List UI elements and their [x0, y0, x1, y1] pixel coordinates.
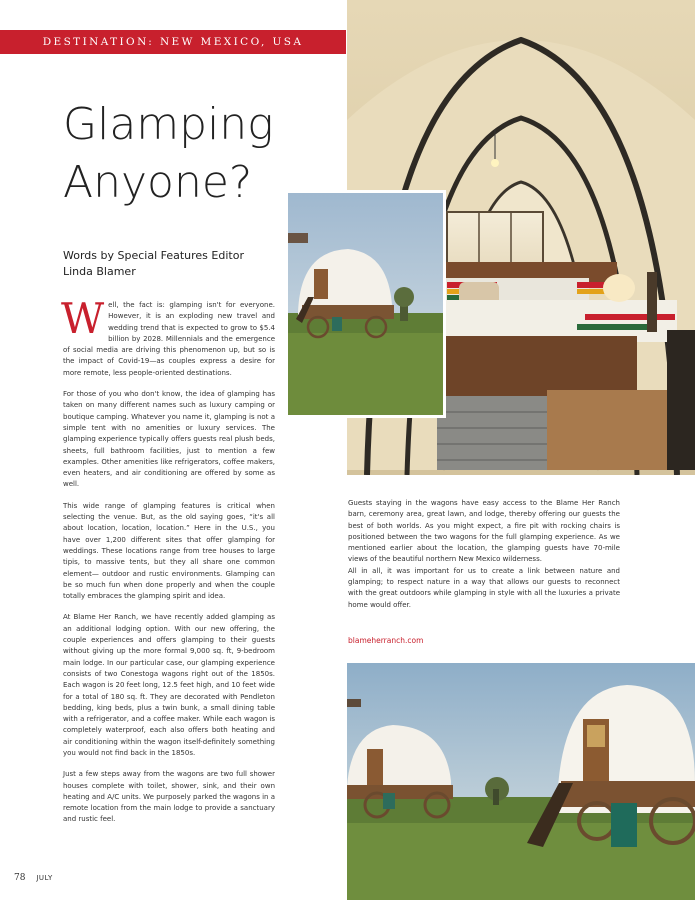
byline-author: Linda Blamer	[63, 265, 136, 278]
body-paragraph: All in all, it was important for us to create a link between nature and glamping; to respect nature in a way that allows our guests to reconnect with the great outdoors while glamping in style with all the luxuries a private home would offer.	[348, 566, 620, 609]
issue-month: JULY	[36, 874, 53, 882]
body-paragraph: This wide range of glamping features is critical when selecting the venue. But, as the old saying goes, “it's all about location, location, location.” Here in the U.S., you have over 1,200 different sites that offer glamping for weddings. These locations range from tree houses to large tipis, to massive tents, but they all share one common element— outdoor and rustic environments. Glamping can be so much fun when done properly and when the couple totally embraces the glamping spirit and idea.	[63, 501, 275, 601]
section-banner: DESTINATION: NEW MEXICO, USA	[0, 30, 346, 54]
page-footer	[14, 873, 53, 883]
body-paragraph	[61, 294, 275, 379]
body-paragraph: Just a few steps away from the wagons are two full shower houses complete with toilet, shower, sink, and their own heating and A/C units. We purposely parked the wagons in a remote location from the main lodge to provide a sanctuary and rustic feel.	[63, 770, 275, 824]
body-paragraph: At Blame Her Ranch, we have recently added glamping as an additional lodging option. With our new offering, the couple experiences and offers glamping to their guests without giving up the more formal 9,000 sq. ft, 9-bedroom main lodge. In our particular case, our glamping experience consists of two Conestoga wagons right out of the 1850s. Each wagon is 20 feet long, 12.5 feet high, and 10 feet wide for a total of 180 sq. ft. They are decorated with Pendleton bedding, king beds, plus a twin bunk, a small dining table with a refrigerator, and a coffee maker. While each wagon is completely waterproof, each also offers both heating and air conditioning within the wagon itself-definitely something you would not find back in the 1850s.	[63, 613, 275, 757]
website-link[interactable]: blameherranch.com	[348, 636, 424, 645]
body-column-left	[61, 294, 275, 836]
body-column-right	[348, 498, 620, 611]
wagons-exterior-photo-large	[347, 663, 695, 900]
byline-line-1: Words by Special Features Editor	[63, 249, 244, 262]
drop-cap: W	[61, 294, 105, 343]
headline-line-1: Glamping	[63, 99, 274, 150]
page-number: 78	[14, 873, 26, 883]
paragraph-text: ell, the fact is: glamping isn't for everyone. However, it is an exploding new travel and wedding trend that is expected to grow to $5.4 billion by 2028. Millennials and the emergence of social media are driving this phenomenon up, but so is the impact of Covid-19—as couples express a desire for more remote, less people-oriented destinations.	[63, 301, 275, 377]
byline	[63, 248, 283, 280]
body-paragraph: Guests staying in the wagons have easy access to the Blame Her Ranch barn, ceremony area, great lawn, and lodge, thereby offering our guests the best of both worlds. As you might expect, a fire pit with rocking chairs is positioned between the two wagons for the full glamping experience. As we mentioned earlier about the location, the glamping guests have 70-mile views of the beautiful northern New Mexico wilderness.	[348, 499, 620, 564]
headline-line-2: Anyone?	[63, 157, 253, 208]
headline	[63, 96, 293, 212]
body-paragraph: For those of you who don't know, the idea of glamping has taken on many different names such as luxury camping or boutique camping. Whatever you name it, glamping is not a simple tent with no amenities or luxury services. The glamping experience typically offers guests real plush beds, sheets, full bathroom facilities, just to mention a few examples. Other amenities like refrigerators, coffee makers, even heaters, and air conditioning are offered by some as well.	[63, 390, 275, 489]
wagon-exterior-photo-small	[285, 190, 446, 418]
